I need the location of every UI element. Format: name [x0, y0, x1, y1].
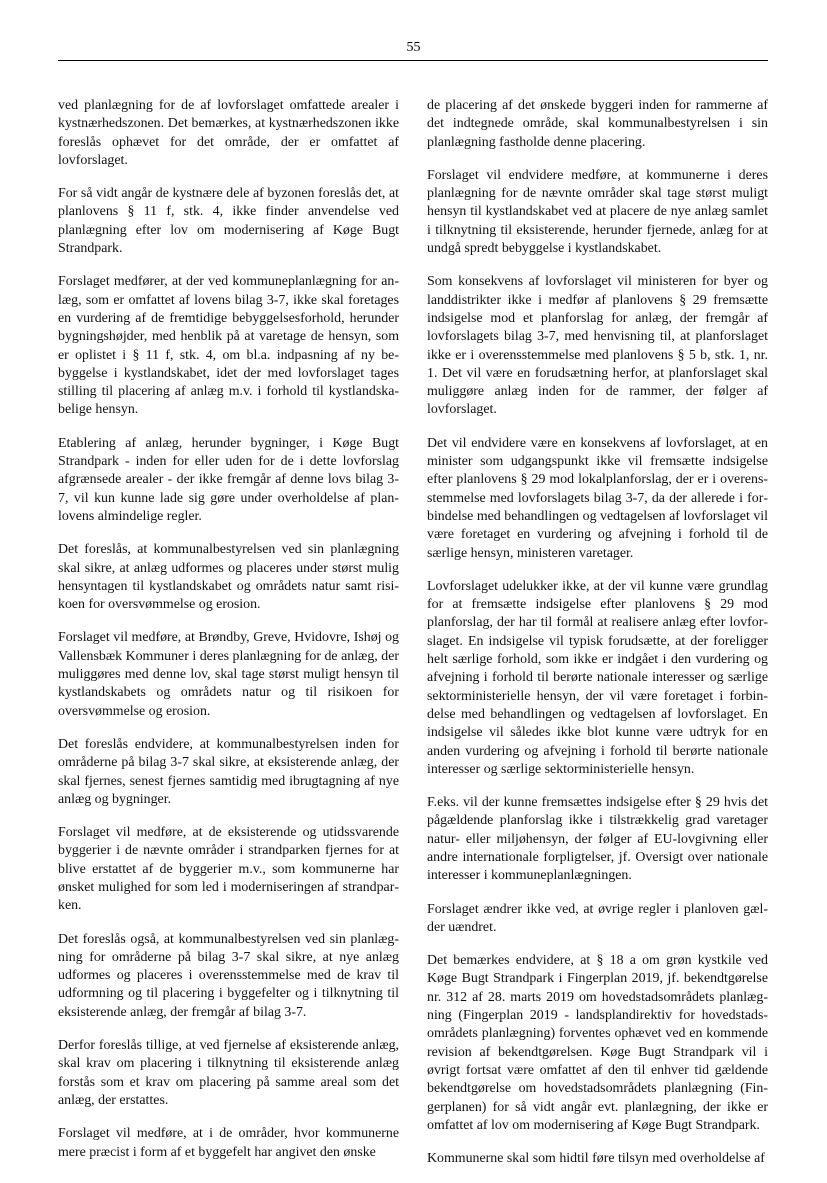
paragraph: Forslaget ændrer ikke ved, at øvrige regler i planloven gælder uændret. [427, 901, 768, 935]
left-column [58, 97, 399, 1177]
paragraph: Lovforslaget udelukker ikke, at der vil kunne være grundlag for at fremsætte indsigelse efter planlovens § 29 mod planforslag, der har til formål at realisere anlæg efter lovforslaget. En indsigelse vil typisk forudsætte, at der foreligger helt særlige forhold, som ikke er indgået i den vurdering og afvejning i forhold til berørte nationale interesser og særlige sektorministerielle hensyn, der vil være foretaget i forbindelse med behandlingen og vedtagelsen af lovforslaget. En indsigelse vil således ikke blot kunne være udtryk for en anden vurdering og afvejning i forhold til berørte nationale interesser og særlige sektorministerielle hensyn. [427, 578, 768, 777]
paragraph: Forslaget vil endvidere medføre, at kommunerne i deres planlægning for de nævnte områder skal tage størst muligt hensyn til kystlandskabet ved at placere de nye anlæg samlet i tilknytning til eksisterende, herunder fjernede, anlæg for at undgå spredt bebyggelse i kystlandskabet. [427, 167, 768, 257]
paragraph: Det foreslås også, at kommunalbestyrelsen ved sin planlægning for områderne på bilag 3-7 skal sikre, at nye anlæg udformes og placeres i overensstemmelse med de krav til udformning og til placering i byggefelter og i tilknytning til eksisterende anlæg, der fremgår af bilag 3-7. [58, 931, 399, 1020]
paragraph: Forslaget vil medføre, at de eksisterende og utidssvarende byggerier i de nævnte områder i strandparken fjernes for at blive erstattet af de byggerier m.v., som kommunerne har ønsket mulighed for som led i moderniseringen af strandparken. [58, 825, 399, 914]
paragraph: Det bemærkes endvidere, at § 18 a om grøn kystkile ved Køge Bugt Strandpark i Fingerplan 2019, jf. bekendtgørelse nr. 312 af 28. marts 2019 om hovedstadsområdets planlægning (Fingerplan 2019 - landsplandirektiv for hovedstadsområdets planlægning) forventes ophævet ved en kommende revision af bekendtgørelsen. Køge Bugt Strandpark vil i øvrigt fortsat være omfattet af den til enhver tid gældende bekendtgørelse om hovedstadsområdets planlægning (Fingerplanen) for så vidt angår evt. planlægning, der ikke er omfattet af lov om modernisering af Køge Bugt Strandpark. [427, 953, 768, 1133]
paragraph: Kommunerne skal som hidtil føre tilsyn med overholdelse af [427, 1151, 765, 1167]
paragraph: Forslaget vil medføre, at Brøndby, Greve, Hvidovre, Ishøj og Vallensbæk Kommuner i deres planlægning for de anlæg, der muliggøres med denne lov, skal tage størst muligt hensyn til kystlandskabets og områdets natur og til risikoen for oversvømmelse og erosion. [58, 630, 399, 719]
paragraph: de placering af det ønskede byggeri inden for rammerne af det indtegnede område, skal kommunalbestyrelsen i sin planlægning fastholde denne placering. [427, 98, 768, 150]
paragraph: ved planlægning for de af lovforslaget omfattede arealer i kystnærhedszonen. Det bemærkes, at kystnærhedszonen ikke foreslås ophævet for det område, der er omfattet af lovforslaget. [58, 98, 399, 168]
header-rule [58, 60, 768, 61]
paragraph: Forslaget medfører, at der ved kommuneplanlægning for anlæg, som er omfattet af lovens bilag 3-7, ikke skal foretages en vurdering af de fremtidige bebyggelsesforhold, herunder bygningshøjder, med henblik på at varetage de hensyn, som er oplistet i § 11 f, stk. 4, om bl.a. indpasning af ny bebyggelse i kystlandskabet, idet der med lovforslaget tages stilling til placering af anlæg m.v. i forhold til kystlandskabelige hensyn. [58, 274, 399, 418]
paragraph: Det foreslås endvidere, at kommunalbestyrelsen inden for områderne på bilag 3-7 skal sikre, at eksisterende anlæg, der skal fjernes, senest fjernes samtidig med ibrugtagning af nye anlæg og bygninger. [58, 736, 399, 807]
paragraph: Det foreslås, at kommunalbestyrelsen ved sin planlægning skal sikre, at anlæg udformes og placeres under størst mulig hensyntagen til kystlandskabet og områdets natur samt risikoen for oversvømmelse og erosion. [58, 542, 399, 613]
paragraph: Det vil endvidere være en konsekvens af lovforslaget, at en minister som udgangspunkt ikke vil fremsætte indsigelse efter planlovens § 29 mod lokalplanforslag, der er i overensstemmelse med lovforslagets bilag 3-7, da der allerede i forbindelse med behandlingen og vedtagelsen af lovforslaget vil være foretaget en vurdering og afvejning i forhold til de særlige hensyn, ministeren varetager. [427, 435, 768, 561]
right-column [427, 97, 768, 1183]
paragraph: Forslaget vil medføre, at i de områder, hvor kommunerne mere præcist i form af et byggefelt har angivet den ønske [58, 1126, 399, 1160]
page-number: 55 [406, 40, 421, 55]
paragraph: For så vidt angår de kystnære dele af byzonen foreslås det, at planlovens § 11 f, stk. 4, ikke finder anvendelse ved planlægning efter lov om modernisering af Køge Bugt Strandpark. [58, 186, 399, 257]
paragraph: Som konsekvens af lovforslaget vil ministeren for byer og landdistrikter ikke i medfør af planlovens § 29 fremsætte indsigelse mod et planforslag for anlæg, der fremgår af lovforslagets bilag 3-7, med henvisning til, at planforslaget ikke er i overensstemmelse med planlovens § 5 b, stk. 1, nr. 1. Det vil være en forudsætning herfor, at planforslaget skal muliggøre anlæg inden for de rammer, der følger af lovforslaget. [427, 274, 768, 418]
paragraph: Etablering af anlæg, herunder bygninger, i Køge Bugt Strandpark - inden for eller uden for de i dette lovforslag afgrænsede arealer - der ikke fremgår af denne lovs bilag 3-7, vil kun kunne lade sig gøre under overholdelse af planlovens almindelige regler. [58, 435, 399, 524]
paragraph: Derfor foreslås tillige, at ved fjernelse af eksisterende anlæg, skal krav om placering i tilknytning til eksisterende anlæg forstås som et krav om placering på samme areal som det anlæg, der erstattes. [58, 1038, 399, 1108]
paragraph: F.eks. vil der kunne fremsættes indsigelse efter § 29 hvis det pågældende planforslag ikke i tilstrækkelig grad varetager natur- eller miljøhensyn, der følger af EU-lovgivning eller andre internationale forpligtelser, jf. Oversigt over nationale interesser i kommuneplanlægningen. [427, 795, 768, 884]
